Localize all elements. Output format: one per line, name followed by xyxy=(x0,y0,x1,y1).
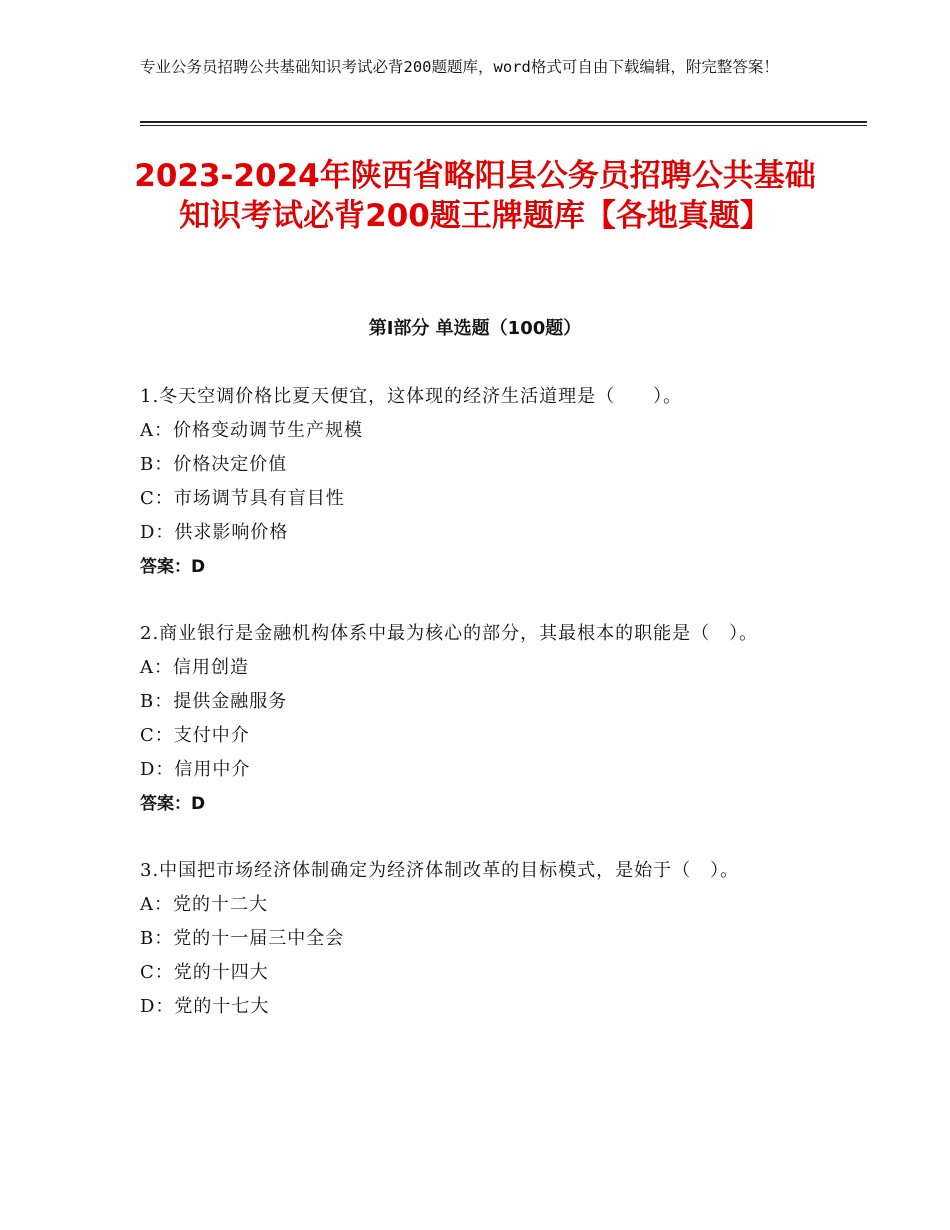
answer: 答案：D xyxy=(140,557,206,577)
option-a: A：党的十二大 xyxy=(140,894,268,915)
question-list xyxy=(140,380,810,1057)
option-c: C：市场调节具有盲目性 xyxy=(140,488,345,509)
question-3 xyxy=(140,854,810,1024)
option-a: A：信用创造 xyxy=(140,657,249,678)
option-a: A：价格变动调节生产规模 xyxy=(140,420,363,441)
question-stem: 3.中国把市场经济体制确定为经济体制改革的目标模式，是始于（ ）。 xyxy=(140,860,740,881)
option-d: D：信用中介 xyxy=(140,759,251,780)
option-b: B：党的十一届三中全会 xyxy=(140,928,345,949)
header-rule-thin xyxy=(140,125,867,126)
option-d: D：党的十七大 xyxy=(140,996,270,1017)
option-c: C：支付中介 xyxy=(140,725,250,746)
question-2 xyxy=(140,617,810,821)
option-c: C：党的十四大 xyxy=(140,962,269,983)
header-rule-thick xyxy=(140,121,867,123)
option-b: B：提供金融服务 xyxy=(140,691,288,712)
question-stem: 1.冬天空调价格比夏天便宜，这体现的经济生活道理是（ ）。 xyxy=(140,386,683,407)
header-note: 专业公务员招聘公共基础知识考试必背200题题库，word格式可自由下载编辑，附完整答案！ xyxy=(140,58,779,76)
answer: 答案：D xyxy=(140,794,206,814)
question-stem: 2.商业银行是金融机构体系中最为核心的部分，其最根本的职能是（ ）。 xyxy=(140,623,759,644)
question-1 xyxy=(140,380,810,584)
document-title: 2023-2024年陕西省略阳县公务员招聘公共基础知识考试必背200题王牌题库【各地真题】 xyxy=(134,158,816,234)
option-b: B：价格决定价值 xyxy=(140,454,288,475)
section-title: 第Ⅰ部分 单选题（100题） xyxy=(368,318,582,339)
option-d: D：供求影响价格 xyxy=(140,522,289,543)
